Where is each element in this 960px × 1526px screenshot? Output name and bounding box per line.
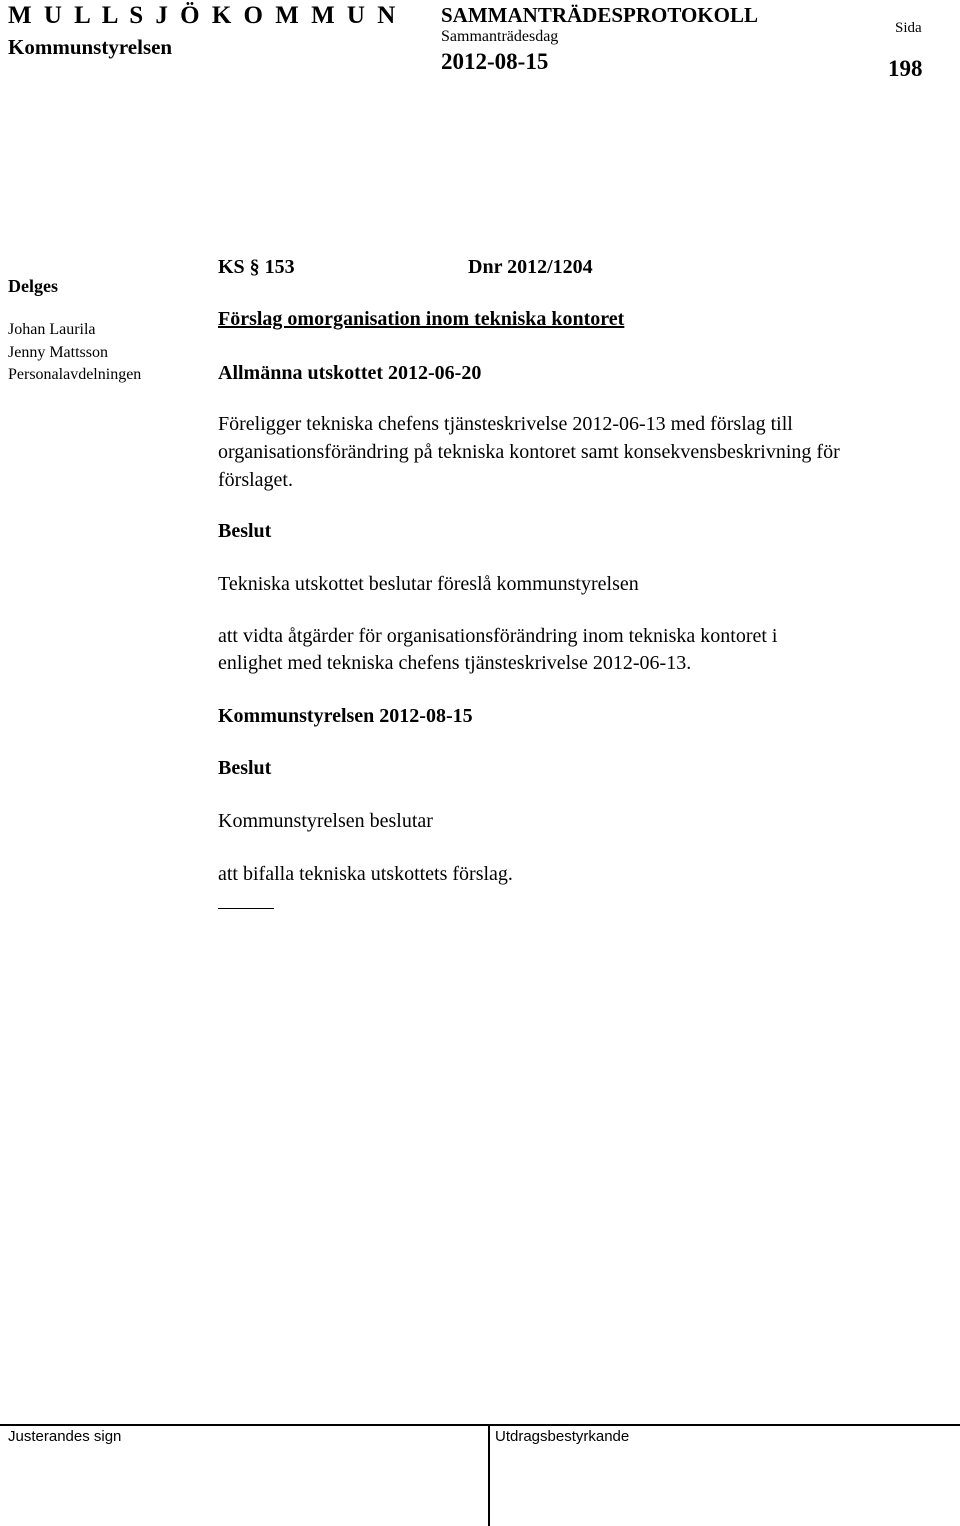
board-name: Kommunstyrelsen <box>8 35 173 59</box>
footer-divider <box>488 1424 490 1526</box>
ks-paragraph-number: KS § 153 <box>218 256 295 278</box>
page-number: 198 <box>888 56 923 81</box>
footer-left-label: Justerandes sign <box>8 1428 122 1445</box>
document-type: SAMMANTRÄDESPROTOKOLL <box>441 3 758 27</box>
decision-heading: Beslut <box>218 520 272 542</box>
organization-name: M U L L S J Ö K O M M U N <box>8 2 399 29</box>
decision-line: enlighet med tekniska chefens tjänsteskrivelse 2012-06-13. <box>218 652 692 674</box>
diary-number: Dnr 2012/1204 <box>468 256 593 278</box>
meeting-date-label: Sammanträdesdag <box>441 28 559 45</box>
decision-heading: Beslut <box>218 757 272 779</box>
decision-line: att bifalla tekniska utskottets förslag. <box>218 863 513 885</box>
recipient-item: Johan Laurila <box>8 321 96 338</box>
intro-line: Föreligger tekniska chefens tjänsteskrivelse 2012-06-13 med förslag till <box>218 413 793 435</box>
decision-line: att vidta åtgärder för organisationsförändring inom tekniska kontoret i <box>218 625 778 647</box>
committee-heading: Allmänna utskottet 2012-06-20 <box>218 362 482 384</box>
item-title: Förslag omorganisation inom tekniska kontoret <box>218 308 625 330</box>
meeting-date: 2012-08-15 <box>441 49 549 74</box>
decision-text: Kommunstyrelsen beslutar <box>218 810 433 832</box>
board-heading: Kommunstyrelsen 2012-08-15 <box>218 705 473 727</box>
footer-rule <box>0 1424 960 1426</box>
intro-line: förslaget. <box>218 469 293 491</box>
recipient-item: Personalavdelningen <box>8 366 142 383</box>
decision-text: Tekniska utskottet beslutar föreslå kommunstyrelsen <box>218 573 639 595</box>
end-rule <box>218 908 274 909</box>
footer-right-label: Utdragsbestyrkande <box>495 1428 630 1445</box>
recipient-item: Jenny Mattsson <box>8 344 108 361</box>
intro-line: organisationsförändring på tekniska kontoret samt konsekvensbeskrivning för <box>218 441 840 463</box>
distribution-label: Delges <box>8 276 58 296</box>
page-label: Sida <box>895 20 922 36</box>
